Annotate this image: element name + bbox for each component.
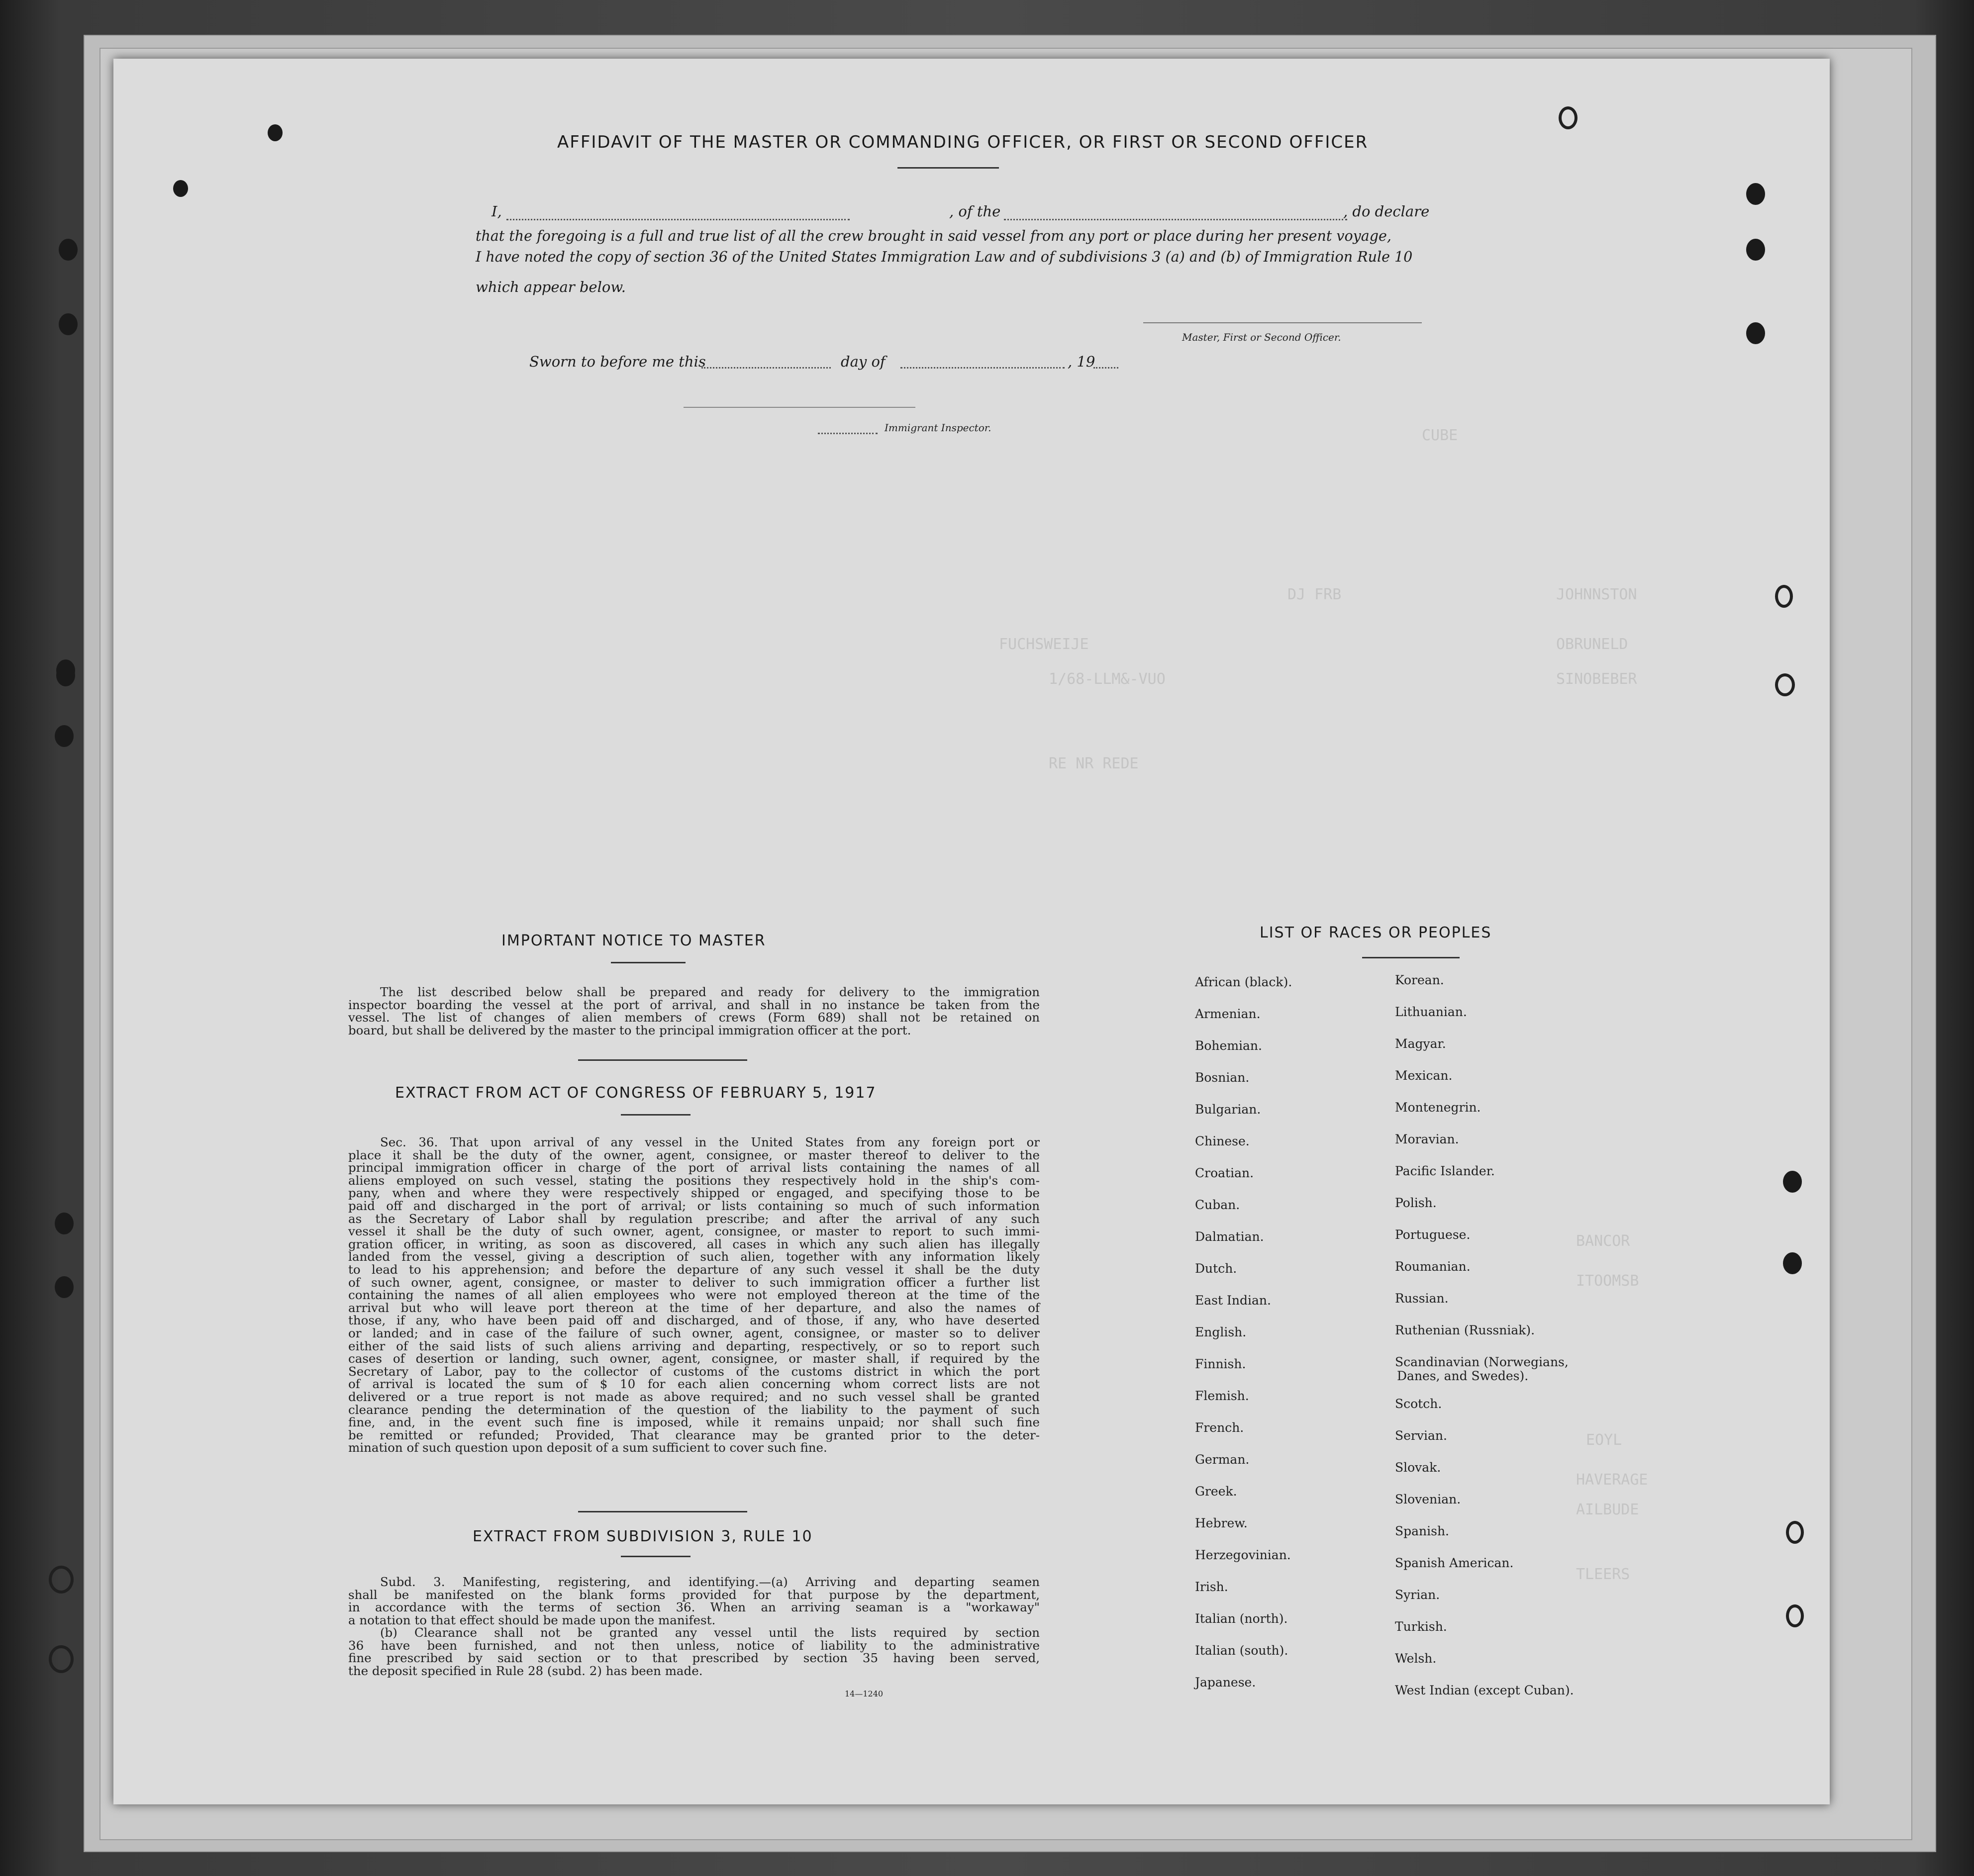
- race-item: Cuban.: [1195, 1198, 1240, 1212]
- bleed-through-text: HAVERAGE: [1576, 1471, 1648, 1489]
- binder-hole: [1746, 183, 1765, 205]
- act-line: of such owner, agent, consignee, or master to deliver to such immigration officer a further list: [348, 1275, 1040, 1290]
- race-item: Scotch.: [1395, 1397, 1442, 1411]
- bleed-through-text: 1/68-LLM&-VUO: [1049, 670, 1166, 688]
- affidavit-declare: , do declare: [1343, 203, 1430, 220]
- binder-hole: [55, 725, 74, 747]
- inspector-line[interactable]: [684, 407, 915, 408]
- affidavit-line-4: which appear below.: [476, 279, 626, 295]
- rule-line: Subd. 3. Manifesting, registering, and identifying.—(a) Arriving and departing seamen: [380, 1575, 1040, 1589]
- race-item: Spanish American.: [1395, 1556, 1514, 1570]
- act-title: EXTRACT FROM ACT OF CONGRESS OF FEBRUARY 5, 1917: [395, 1084, 877, 1102]
- day-of-text: day of: [841, 353, 886, 370]
- race-item: Italian (south).: [1195, 1643, 1288, 1658]
- act-line: containing the names of all alien employees who were not employed thereon at the time of the: [348, 1288, 1040, 1303]
- act-line: vessel it shall be the duty of such owner, agent, consignee, or master to report to such immi-: [348, 1224, 1040, 1239]
- divider: [578, 1059, 747, 1061]
- binder-hole: [55, 1213, 74, 1234]
- notice-line: board, but shall be delivered by the master to the principal immigration officer at the port.: [348, 1023, 911, 1037]
- act-line: to lead to his apprehension; and before the departure of any such vessel it shall be the duty: [348, 1262, 1040, 1277]
- race-item: Servian.: [1395, 1428, 1447, 1443]
- rule-line: shall be manifested on the blank forms provided for that purpose by the department,: [348, 1587, 1040, 1602]
- act-line: paid off and discharged in the port of arrival; or lists containing so much of such information: [348, 1199, 1040, 1213]
- act-line: mination of such question upon deposit of a sum sufficient to cover such fine.: [348, 1440, 827, 1455]
- binder-hole: [56, 664, 75, 686]
- act-line: of arrival is located the sum of $ 10 for each alien concerning whom correct lists are not: [348, 1377, 1040, 1392]
- race-item: Roumanian.: [1395, 1259, 1471, 1274]
- rule-line: the deposit specified in Rule 28 (subd. 2) has been made.: [348, 1663, 703, 1678]
- signature-label: Master, First or Second Officer.: [1182, 331, 1341, 343]
- race-item: Bulgarian.: [1195, 1102, 1261, 1117]
- race-item: Greek.: [1195, 1484, 1237, 1499]
- month-blank[interactable]: [900, 367, 1065, 369]
- race-item: East Indian.: [1195, 1293, 1271, 1308]
- bleed-through-text: FUCHSWEIJE: [999, 636, 1089, 653]
- act-line: or landed; and in case of the failure of such owner, agent, consignee, or master so to deliver: [348, 1326, 1040, 1340]
- race-item: Russian.: [1395, 1291, 1449, 1306]
- binder-hole: [1775, 585, 1793, 608]
- race-item: Spanish.: [1395, 1524, 1450, 1538]
- bleed-through-text: ITOOMSB: [1576, 1272, 1639, 1290]
- race-item: Herzegovinian.: [1195, 1548, 1291, 1562]
- act-line: principal immigration officer in charge of the port of arrival lists containing the names of all: [348, 1160, 1040, 1175]
- act-line: those, if any, who have been paid off and discharged, and of those, if any, who have deserted: [348, 1313, 1040, 1328]
- binder-hole: [1783, 1252, 1802, 1274]
- document-page: [113, 59, 1830, 1804]
- bleed-through-text: BANCOR: [1576, 1232, 1630, 1250]
- race-item: Italian (north).: [1195, 1611, 1288, 1626]
- race-item: Turkish.: [1395, 1619, 1447, 1634]
- divider: [621, 1556, 691, 1557]
- act-line: gration officer, in writing, as soon as discovered, all cases in which any such alien has illegally: [348, 1236, 1040, 1251]
- year-blank[interactable]: [1093, 367, 1118, 369]
- divider: [578, 1511, 747, 1512]
- race-item: Dutch.: [1195, 1261, 1237, 1276]
- name-blank[interactable]: [506, 219, 850, 220]
- race-item: Dalmatian.: [1195, 1229, 1264, 1244]
- divider: [897, 167, 999, 169]
- binder-hole: [1559, 106, 1578, 129]
- race-item: Armenian.: [1195, 1007, 1261, 1021]
- bleed-through-text: OBRUNELD: [1556, 636, 1628, 653]
- inspector-sig-line[interactable]: [818, 433, 878, 434]
- race-item: Slovenian.: [1395, 1492, 1461, 1506]
- race-item: Montenegrin.: [1395, 1100, 1481, 1115]
- race-item: Polish.: [1395, 1196, 1437, 1210]
- rule-line: fine prescribed by said section or to that prescribed by section 35 having been served,: [348, 1651, 1040, 1665]
- races-title: LIST OF RACES OR PEOPLES: [1260, 924, 1492, 941]
- race-item: Flemish.: [1195, 1389, 1249, 1403]
- race-item: Korean.: [1395, 973, 1444, 987]
- year-text: , 19: [1068, 353, 1095, 370]
- notice-line: The list described below shall be prepared and ready for delivery to the immigration: [380, 985, 1040, 999]
- act-line: Sec. 36. That upon arrival of any vessel in the United States from any foreign port or: [380, 1135, 1040, 1149]
- race-item: Irish.: [1195, 1580, 1228, 1594]
- rule-line: a notation to that effect should be made upon the manifest.: [348, 1612, 716, 1627]
- race-item: Hebrew.: [1195, 1516, 1248, 1530]
- bleed-through-text: JOHNNSTON: [1556, 586, 1637, 603]
- race-item: Danes, and Swedes).: [1397, 1369, 1529, 1383]
- bleed-through-text: TLEERS: [1576, 1566, 1630, 1583]
- vessel-blank[interactable]: [1004, 219, 1347, 220]
- divider: [1362, 957, 1460, 958]
- bleed-through-text: RE NR REDE: [1049, 755, 1139, 772]
- rule-line: in accordance with the terms of section 36. When an arriving seaman is a "workaway": [348, 1600, 1040, 1614]
- day-blank[interactable]: [701, 367, 831, 369]
- binder-hole: [49, 1566, 74, 1594]
- bleed-through-text: AILBUDE: [1576, 1501, 1639, 1518]
- notice-line: inspector boarding the vessel at the port of arrival, and shall in no instance be taken from the: [348, 997, 1040, 1012]
- act-line: Secretary of Labor, pay to the collector of customs of the customs district in which the port: [348, 1364, 1040, 1379]
- notice-line: vessel. The list of changes of alien members of crews (Form 689) shall not be retained on: [348, 1010, 1040, 1025]
- act-line: landed from the vessel, giving a description of such alien, together with any information likely: [348, 1249, 1040, 1264]
- bleed-through-text: CUBE: [1422, 427, 1458, 444]
- race-item: Pacific Islander.: [1395, 1164, 1495, 1178]
- affidavit-line-2: that the foregoing is a full and true list of all the crew brought in said vessel from any port or place during her present voyage,: [476, 228, 1391, 244]
- act-line: place it shall be the duty of the owner, agent, consignee, or master thereof to deliver to the: [348, 1147, 1040, 1162]
- act-line: clearance pending the determination of the question of the liability to the payment of such: [348, 1402, 1040, 1417]
- bleed-through-text: SINOBEBER: [1556, 670, 1637, 688]
- race-item: West Indian (except Cuban).: [1395, 1683, 1574, 1697]
- rule-title: EXTRACT FROM SUBDIVISION 3, RULE 10: [473, 1528, 813, 1545]
- binder-hole: [1746, 322, 1765, 344]
- notice-title: IMPORTANT NOTICE TO MASTER: [501, 932, 766, 949]
- race-item: Scandinavian (Norwegians,: [1395, 1355, 1569, 1369]
- binder-hole: [49, 1645, 74, 1673]
- bleed-through-text: EOYL: [1586, 1431, 1622, 1449]
- act-line: aliens employed on such vessel, stating the positions they respectively hold in the ship's com-: [348, 1173, 1040, 1188]
- binder-hole: [268, 124, 283, 141]
- binder-hole: [1786, 1521, 1804, 1544]
- rule-line: (b) Clearance shall not be granted any vessel until the lists required by section: [380, 1625, 1040, 1640]
- binder-hole: [1775, 673, 1795, 696]
- binder-hole: [173, 180, 188, 197]
- race-item: Chinese.: [1195, 1134, 1250, 1148]
- inspector-label: Immigrant Inspector.: [885, 422, 991, 434]
- race-item: French.: [1195, 1420, 1244, 1435]
- race-item: Finnish.: [1195, 1357, 1246, 1371]
- race-item: African (black).: [1195, 975, 1292, 989]
- sworn-text: Sworn to before me this: [529, 353, 706, 370]
- race-item: Slovak.: [1395, 1460, 1441, 1475]
- race-item: Croatian.: [1195, 1166, 1254, 1180]
- act-line: delivered or a true report is not made as above required; and no such vessel shall be granted: [348, 1390, 1040, 1404]
- affidavit-i: I,: [492, 203, 502, 220]
- binder-hole: [59, 313, 78, 335]
- affidavit-title: AFFIDAVIT OF THE MASTER OR COMMANDING OFFICER, OR FIRST OR SECOND OFFICER: [557, 132, 1369, 152]
- race-item: Portuguese.: [1395, 1227, 1471, 1242]
- race-item: Magyar.: [1395, 1036, 1446, 1051]
- race-item: Lithuanian.: [1395, 1005, 1467, 1019]
- rule-line: 36 have been furnished, and not then unless, notice of liability to the administrative: [348, 1638, 1040, 1653]
- act-line: pany, when and where they were respectively shipped or engaged, and specifying those to be: [348, 1186, 1040, 1201]
- signature-line[interactable]: [1143, 322, 1422, 323]
- race-item: Ruthenian (Russniak).: [1395, 1323, 1535, 1337]
- race-item: Welsh.: [1395, 1651, 1437, 1666]
- binder-hole: [55, 1276, 74, 1298]
- divider: [621, 1114, 691, 1116]
- form-number: 14—1240: [845, 1689, 884, 1698]
- binder-hole: [1786, 1604, 1804, 1627]
- race-item: Moravian.: [1395, 1132, 1459, 1146]
- act-line: either of the said lists of such aliens arriving and departing, respectively, or so to report such: [348, 1338, 1040, 1353]
- divider: [611, 962, 686, 963]
- act-line: fine, and, in the event such fine is imposed, while it remains unpaid; nor shall such fine: [348, 1415, 1040, 1430]
- binder-hole: [59, 239, 78, 261]
- affidavit-of-the: , of the: [949, 203, 1001, 220]
- race-item: Bohemian.: [1195, 1038, 1262, 1053]
- binder-hole: [1783, 1171, 1802, 1193]
- race-item: Bosnian.: [1195, 1070, 1250, 1085]
- act-line: be remitted or refunded; Provided, That clearance may be granted prior to the deter-: [348, 1427, 1040, 1442]
- race-item: English.: [1195, 1325, 1247, 1339]
- affidavit-line-3: I have noted the copy of section 36 of the United States Immigration Law and of subdivisions 3 (a) and (b) of Immigration Rule 10: [476, 249, 1413, 265]
- race-item: Syrian.: [1395, 1588, 1440, 1602]
- race-item: German.: [1195, 1452, 1250, 1467]
- act-line: as the Secretary of Labor shall by regulation prescribe; and after the arrival of any such: [348, 1211, 1040, 1226]
- act-line: arrival but who will leave port thereon at the time of her departure, and also the names of: [348, 1300, 1040, 1315]
- act-line: cases of desertion or landing, such owner, agent, consignee, or master shall, if required by the: [348, 1351, 1040, 1366]
- race-item: Japanese.: [1195, 1675, 1256, 1689]
- bleed-through-text: DJ FRB: [1287, 586, 1342, 603]
- race-item: Mexican.: [1395, 1068, 1453, 1083]
- binder-hole: [1746, 239, 1765, 261]
